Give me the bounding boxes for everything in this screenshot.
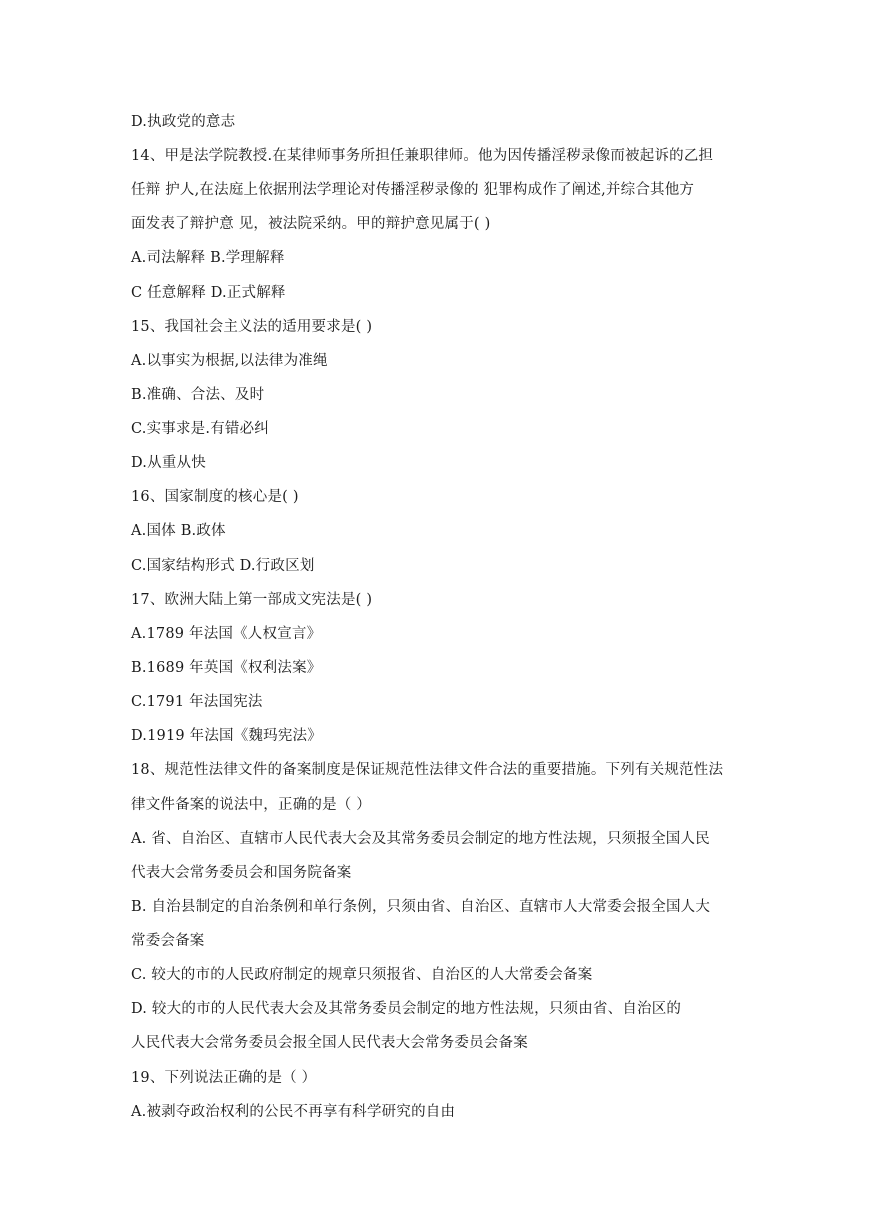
option-17-d: D.1919 年法国《魏玛宪法》 — [131, 728, 322, 744]
question-14-line-3: 面发表了辩护意 见，被法院采纳。甲的辩护意见属于( ) — [131, 216, 491, 232]
options-14-ab: A.司法解释 B.学理解释 — [131, 250, 285, 266]
options-14-cd: C 任意解释 D.正式解释 — [131, 285, 286, 301]
option-18-a-line-2: 代表大会常务委员会和国务院备案 — [131, 865, 352, 881]
option-18-d-line-1: D. 较大的市的人民代表大会及其常务委员会制定的地方性法规，只须由省、自治区的 — [131, 1001, 682, 1017]
question-17: 17、欧洲大陆上第一部成文宪法是( ) — [131, 592, 373, 608]
option-18-b-line-2: 常委会备案 — [131, 933, 205, 949]
option-15-b: B.准确、合法、及时 — [131, 387, 265, 403]
question-14-line-1: 14、甲是法学院教授.在某律师事务所担任兼职律师。他为因传播淫秽录像而被起诉的乙担 — [131, 148, 714, 164]
option-17-c: C.1791 年法国宪法 — [131, 694, 263, 710]
option-19-a: A.被剥夺政治权利的公民不再享有科学研究的自由 — [131, 1104, 456, 1120]
option-18-b-line-1: B. 自治县制定的自治条例和单行条例，只须由省、自治区、直辖市人大常委会报全国人大 — [131, 899, 711, 915]
question-18-line-1: 18、规范性法律文件的备案制度是保证规范性法律文件合法的重要措施。下列有关规范性法 — [131, 762, 724, 778]
option-18-a-line-1: A. 省、自治区、直辖市人民代表大会及其常务委员会制定的地方性法规，只须报全国人民 — [131, 831, 710, 847]
question-14-line-2: 任辩 护人,在法庭上依据刑法学理论对传播淫秽录像的 犯罪构成作了阐述,并综合其他方 — [131, 182, 695, 198]
option-17-b: B.1689 年英国《权利法案》 — [131, 660, 322, 676]
option-15-c: C.实事求是.有错必纠 — [131, 421, 269, 437]
question-19: 19、下列说法正确的是（ ） — [131, 1070, 317, 1086]
option-13-d: D.执政党的意志 — [131, 114, 236, 130]
options-16-cd: C.国家结构形式 D.行政区划 — [131, 558, 315, 574]
option-18-c: C. 较大的市的人民政府制定的规章只须报省、自治区的人大常委会备案 — [131, 967, 593, 983]
option-15-a: A.以事实为根据,以法律为准绳 — [131, 353, 328, 369]
question-18-line-2: 律文件备案的说法中，正确的是（ ） — [131, 797, 372, 813]
option-15-d: D.从重从快 — [131, 455, 206, 471]
question-16: 16、国家制度的核心是( ) — [131, 489, 299, 505]
option-18-d-line-2: 人民代表大会常务委员会报全国人民代表大会常务委员会备案 — [131, 1035, 528, 1051]
options-16-ab: A.国体 B.政体 — [131, 523, 226, 539]
option-17-a: A.1789 年法国《人权宣言》 — [131, 626, 322, 642]
question-15: 15、我国社会主义法的适用要求是( ) — [131, 319, 373, 335]
